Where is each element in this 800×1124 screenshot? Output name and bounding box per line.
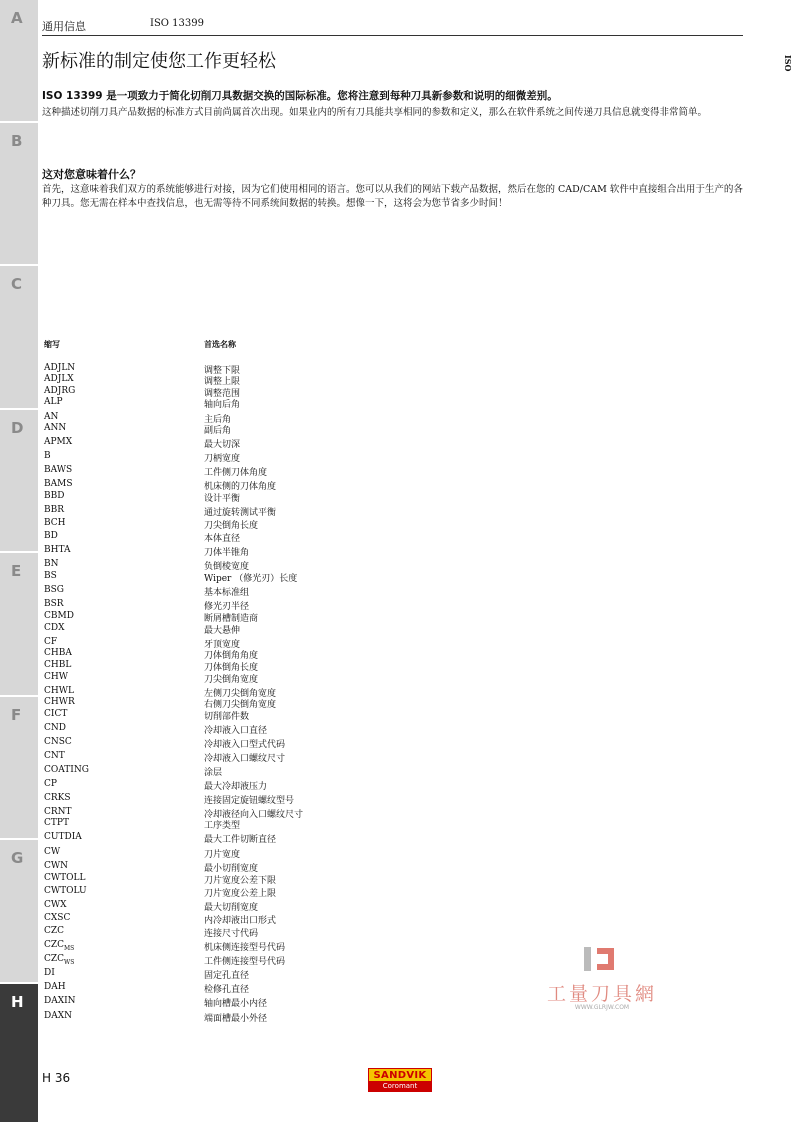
row-abbreviation <box>44 386 75 396</box>
row-abbreviation <box>44 1011 72 1021</box>
row-abbreviation-text: DAH <box>44 982 66 992</box>
row-abbreviation-text: CHWR <box>44 697 75 707</box>
row-abbreviation <box>44 518 66 528</box>
row-preferred-name: 冷却液入口螺纹尺寸 <box>204 754 286 764</box>
row-abbreviation <box>44 968 55 978</box>
row-preferred-name: 轴向后角 <box>204 400 241 410</box>
row-abbreviation <box>44 873 85 883</box>
column-header-preferred-name: 首选名称 <box>204 340 236 349</box>
row-abbreviation <box>44 491 64 501</box>
row-abbreviation <box>44 363 75 373</box>
row-abbreviation-text: BAWS <box>44 465 73 475</box>
row-preferred-name: 牙顶宽度 <box>204 640 241 650</box>
row-abbreviation <box>44 807 72 817</box>
row-preferred-name: 工件侧连接型号代码 <box>204 957 286 967</box>
section-tab-c[interactable] <box>0 266 38 410</box>
row-abbreviation <box>44 926 64 936</box>
row-abbreviation-text: CHBL <box>44 660 72 670</box>
section-tab-letter: A <box>11 9 23 27</box>
row-abbreviation-text: AN <box>44 412 59 422</box>
row-preferred-name: 刀体倒角角度 <box>204 651 259 661</box>
row-abbreviation-text: BSG <box>44 585 64 595</box>
row-preferred-name: 刀体倒角长度 <box>204 663 259 673</box>
row-abbreviation <box>44 723 66 733</box>
side-vertical-label: ISO <box>783 55 793 72</box>
row-abbreviation-text: BSR <box>44 599 64 609</box>
column-header-abbreviation: 缩写 <box>44 340 60 349</box>
row-abbreviation <box>44 900 67 910</box>
row-preferred-name: 机床侧的刀体角度 <box>204 482 277 492</box>
row-abbreviation-text: CXSC <box>44 913 71 923</box>
row-preferred-name: 涂层 <box>204 768 223 778</box>
row-abbreviation <box>44 737 72 747</box>
row-abbreviation-text: CTPT <box>44 818 69 828</box>
row-abbreviation <box>44 451 51 461</box>
row-abbreviation-text: ALP <box>44 397 63 407</box>
section-tab-letter: H <box>11 993 24 1011</box>
row-abbreviation-text: CRKS <box>44 793 71 803</box>
subheading: 这对您意味着什么？ <box>42 168 141 181</box>
row-abbreviation-text: DAXIN <box>44 996 76 1006</box>
row-abbreviation <box>44 479 73 489</box>
section-tab-letter: C <box>11 275 23 293</box>
section-tab-column <box>0 0 38 1122</box>
row-abbreviation <box>44 531 58 541</box>
row-preferred-name: 调整下限 <box>204 366 241 376</box>
row-abbreviation <box>44 437 72 447</box>
section-tab-a[interactable] <box>0 0 38 123</box>
section-tab-letter: F <box>11 706 22 724</box>
row-abbreviation-text: BHTA <box>44 545 71 555</box>
header-section-label: 通用信息 <box>42 20 86 33</box>
watermark <box>535 945 675 1015</box>
row-abbreviation-text: BD <box>44 531 58 541</box>
row-abbreviation-text: CICT <box>44 709 68 719</box>
row-abbreviation <box>44 913 70 923</box>
header-divider <box>42 35 743 36</box>
row-preferred-name: 通过旋转测试平衡 <box>204 508 277 518</box>
row-abbreviation <box>44 623 65 633</box>
row-abbreviation-text: BN <box>44 559 59 569</box>
row-abbreviation-text: APMX <box>44 437 73 447</box>
row-abbreviation-text: ANN <box>44 423 67 433</box>
row-abbreviation <box>44 779 57 789</box>
row-preferred-name: 设计平衡 <box>204 494 241 504</box>
row-preferred-name: 修光刃半径 <box>204 602 250 612</box>
row-preferred-name: 检修孔直径 <box>204 985 250 995</box>
row-preferred-name: 右侧刀尖倒角宽度 <box>204 700 277 710</box>
row-abbreviation-text: CHWL <box>44 686 74 696</box>
row-abbreviation <box>44 751 65 761</box>
row-preferred-name: 切削部件数 <box>204 712 250 722</box>
intro-paragraph: 这种描述切削刀具产品数据的标准方式目前尚属首次出现。如果业内的所有刀具能共享相同的参数和定义，那么在软件系统之间传递刀具信息就变得非常简单。 <box>42 107 708 118</box>
row-abbreviation-text: CND <box>44 723 66 733</box>
row-abbreviation-text: CZC <box>44 954 65 964</box>
row-preferred-name: 刀片宽度公差下限 <box>204 876 277 886</box>
row-abbreviation <box>44 559 59 569</box>
row-preferred-name: 冷却液径向入口螺纹尺寸 <box>204 810 304 820</box>
row-abbreviation-text: CWTOLU <box>44 886 87 896</box>
row-preferred-name: 连接尺寸代码 <box>204 929 259 939</box>
row-abbreviation <box>44 505 64 515</box>
section-tab-letter: G <box>11 849 24 867</box>
row-abbreviation <box>44 599 64 609</box>
row-abbreviation-text: BBD <box>44 491 65 501</box>
row-abbreviation-text: CP <box>44 779 57 789</box>
row-preferred-name: 冷却液入口型式代码 <box>204 740 286 750</box>
row-abbreviation <box>44 982 66 992</box>
watermark-logo-icon <box>583 945 617 973</box>
row-abbreviation <box>44 686 74 696</box>
row-preferred-name: 本体直径 <box>204 534 241 544</box>
row-abbreviation <box>44 709 67 719</box>
row-preferred-name: 刀片宽度 <box>204 850 241 860</box>
row-preferred-name: 工件侧刀体角度 <box>204 468 268 478</box>
row-preferred-name: 刀片宽度公差上限 <box>204 889 277 899</box>
row-abbreviation-text: CNT <box>44 751 65 761</box>
row-abbreviation <box>44 832 82 842</box>
row-preferred-name: 最大切削宽度 <box>204 903 259 913</box>
row-abbreviation-text: CBMD <box>44 611 74 621</box>
row-abbreviation <box>44 793 71 803</box>
row-preferred-name: 主后角 <box>204 415 232 425</box>
row-abbreviation <box>44 672 68 682</box>
row-abbreviation <box>44 571 57 581</box>
row-preferred-name: 调整上限 <box>204 377 241 387</box>
row-abbreviation-text: CZC <box>44 926 65 936</box>
page-title: 新标准的制定使您工作更轻松 <box>42 51 276 72</box>
row-abbreviation-text: ADJLN <box>44 363 76 373</box>
section-tab-g[interactable] <box>0 840 38 984</box>
row-abbreviation-text: COATING <box>44 765 89 775</box>
row-abbreviation <box>44 940 74 952</box>
page-number: H 36 <box>42 1071 71 1085</box>
row-abbreviation-text: CW <box>44 847 61 857</box>
row-preferred-name: 内冷却液出口形式 <box>204 916 277 926</box>
row-abbreviation-subscript: WS <box>64 958 75 966</box>
row-preferred-name: 最大切深 <box>204 440 241 450</box>
logo-top-text: SANDVIK <box>373 1070 427 1081</box>
row-abbreviation-text: BBR <box>44 505 65 515</box>
row-abbreviation-text: CWX <box>44 900 67 910</box>
header-standard-label: ISO 13399 <box>150 18 204 29</box>
row-abbreviation <box>44 847 60 857</box>
row-preferred-name: 左侧刀尖倒角宽度 <box>204 689 277 699</box>
row-abbreviation <box>44 465 72 475</box>
row-preferred-name: Wiper （修光刃）长度 <box>204 574 298 584</box>
row-abbreviation-text: CRNT <box>44 807 72 817</box>
row-preferred-name: 最小切削宽度 <box>204 864 259 874</box>
section-tab-h[interactable] <box>0 984 38 1124</box>
row-abbreviation-text: CZC <box>44 940 65 950</box>
row-abbreviation <box>44 374 74 384</box>
row-preferred-name: 副后角 <box>204 426 232 436</box>
row-abbreviation-text: DAXN <box>44 1011 72 1021</box>
row-preferred-name: 轴向槽最小内径 <box>204 999 268 1009</box>
row-preferred-name: 冷却液入口直径 <box>204 726 268 736</box>
meaning-paragraph: 首先，这意味着我们双方的系统能够进行对接，因为它们使用相同的语言。您可以从我们的网站下载产品数据，然后在您的 CAD/CAM 软件中直接组合出用于生产的各种刀具。您无需在样本中查找信息，也无需等待不同系统间数据的转换。想像一下，这将会为您节省多少时间！ <box>42 184 743 209</box>
row-abbreviation <box>44 954 74 966</box>
row-abbreviation-text: BCH <box>44 518 66 528</box>
row-preferred-name: 刀柄宽度 <box>204 454 241 464</box>
row-preferred-name: 端面槽最小外径 <box>204 1014 268 1024</box>
row-abbreviation-text: CHW <box>44 672 68 682</box>
row-abbreviation <box>44 818 69 828</box>
logo-bottom-text: Coromant <box>369 1081 431 1091</box>
row-abbreviation <box>44 660 71 670</box>
section-tab-e[interactable] <box>0 553 38 697</box>
row-abbreviation-text: CDX <box>44 623 65 633</box>
row-preferred-name: 调整范围 <box>204 389 241 399</box>
row-abbreviation <box>44 585 64 595</box>
row-abbreviation <box>44 697 75 707</box>
lead-paragraph: ISO 13399 是一项致力于简化切削刀具数据交换的国际标准。您将注意到每种刀具新参数和说明的细微差别。 <box>42 90 558 102</box>
row-preferred-name: 刀体半锥角 <box>204 548 250 558</box>
row-abbreviation-text: CHBA <box>44 648 72 658</box>
row-abbreviation-text: DI <box>44 968 55 978</box>
row-preferred-name: 连接固定旋钮螺纹型号 <box>204 796 295 806</box>
row-abbreviation <box>44 423 66 433</box>
row-abbreviation <box>44 861 68 871</box>
row-abbreviation-text: ADJLX <box>44 374 74 384</box>
row-preferred-name: 最大悬伸 <box>204 626 241 636</box>
row-preferred-name: 最大冷却液压力 <box>204 782 268 792</box>
section-tab-f[interactable] <box>0 697 38 840</box>
row-abbreviation-text: BS <box>44 571 57 581</box>
section-tab-letter: B <box>11 132 23 150</box>
row-abbreviation-text: CUTDIA <box>44 832 82 842</box>
row-preferred-name: 工序类型 <box>204 821 241 831</box>
row-abbreviation-text: CWTOLL <box>44 873 86 883</box>
row-abbreviation <box>44 611 74 621</box>
watermark-url: WWW.GLRJW.COM <box>574 1004 630 1011</box>
row-abbreviation-text: CWN <box>44 861 69 871</box>
row-abbreviation <box>44 637 57 647</box>
sandvik-logo <box>368 1068 432 1092</box>
section-tab-b[interactable] <box>0 123 38 266</box>
row-abbreviation <box>44 648 72 658</box>
row-abbreviation-text: ADJRG <box>44 386 76 396</box>
section-tab-letter: D <box>11 419 24 437</box>
row-abbreviation-text: BAMS <box>44 479 73 489</box>
row-abbreviation <box>44 765 89 775</box>
section-tab-letter: E <box>11 562 22 580</box>
row-abbreviation-text: CNSC <box>44 737 72 747</box>
row-preferred-name: 机床侧连接型号代码 <box>204 943 286 953</box>
row-abbreviation <box>44 996 76 1006</box>
row-preferred-name: 固定孔直径 <box>204 971 250 981</box>
row-preferred-name: 断屑槽制造商 <box>204 614 259 624</box>
row-abbreviation-text: B <box>44 451 51 461</box>
row-abbreviation <box>44 397 63 407</box>
row-abbreviation-text: CF <box>44 637 58 647</box>
row-abbreviation <box>44 545 70 555</box>
watermark-text: 工量刀具網 <box>546 983 657 1005</box>
row-abbreviation <box>44 412 58 422</box>
row-abbreviation <box>44 886 87 896</box>
row-preferred-name: 最大工件切断直径 <box>204 835 277 845</box>
section-tab-d[interactable] <box>0 410 38 553</box>
row-preferred-name: 刀尖倒角宽度 <box>204 675 259 685</box>
row-preferred-name: 基本标准组 <box>204 588 250 598</box>
row-abbreviation-subscript: MS <box>64 944 75 952</box>
row-preferred-name: 刀尖倒角长度 <box>204 521 259 531</box>
row-preferred-name: 负倒棱宽度 <box>204 562 250 572</box>
